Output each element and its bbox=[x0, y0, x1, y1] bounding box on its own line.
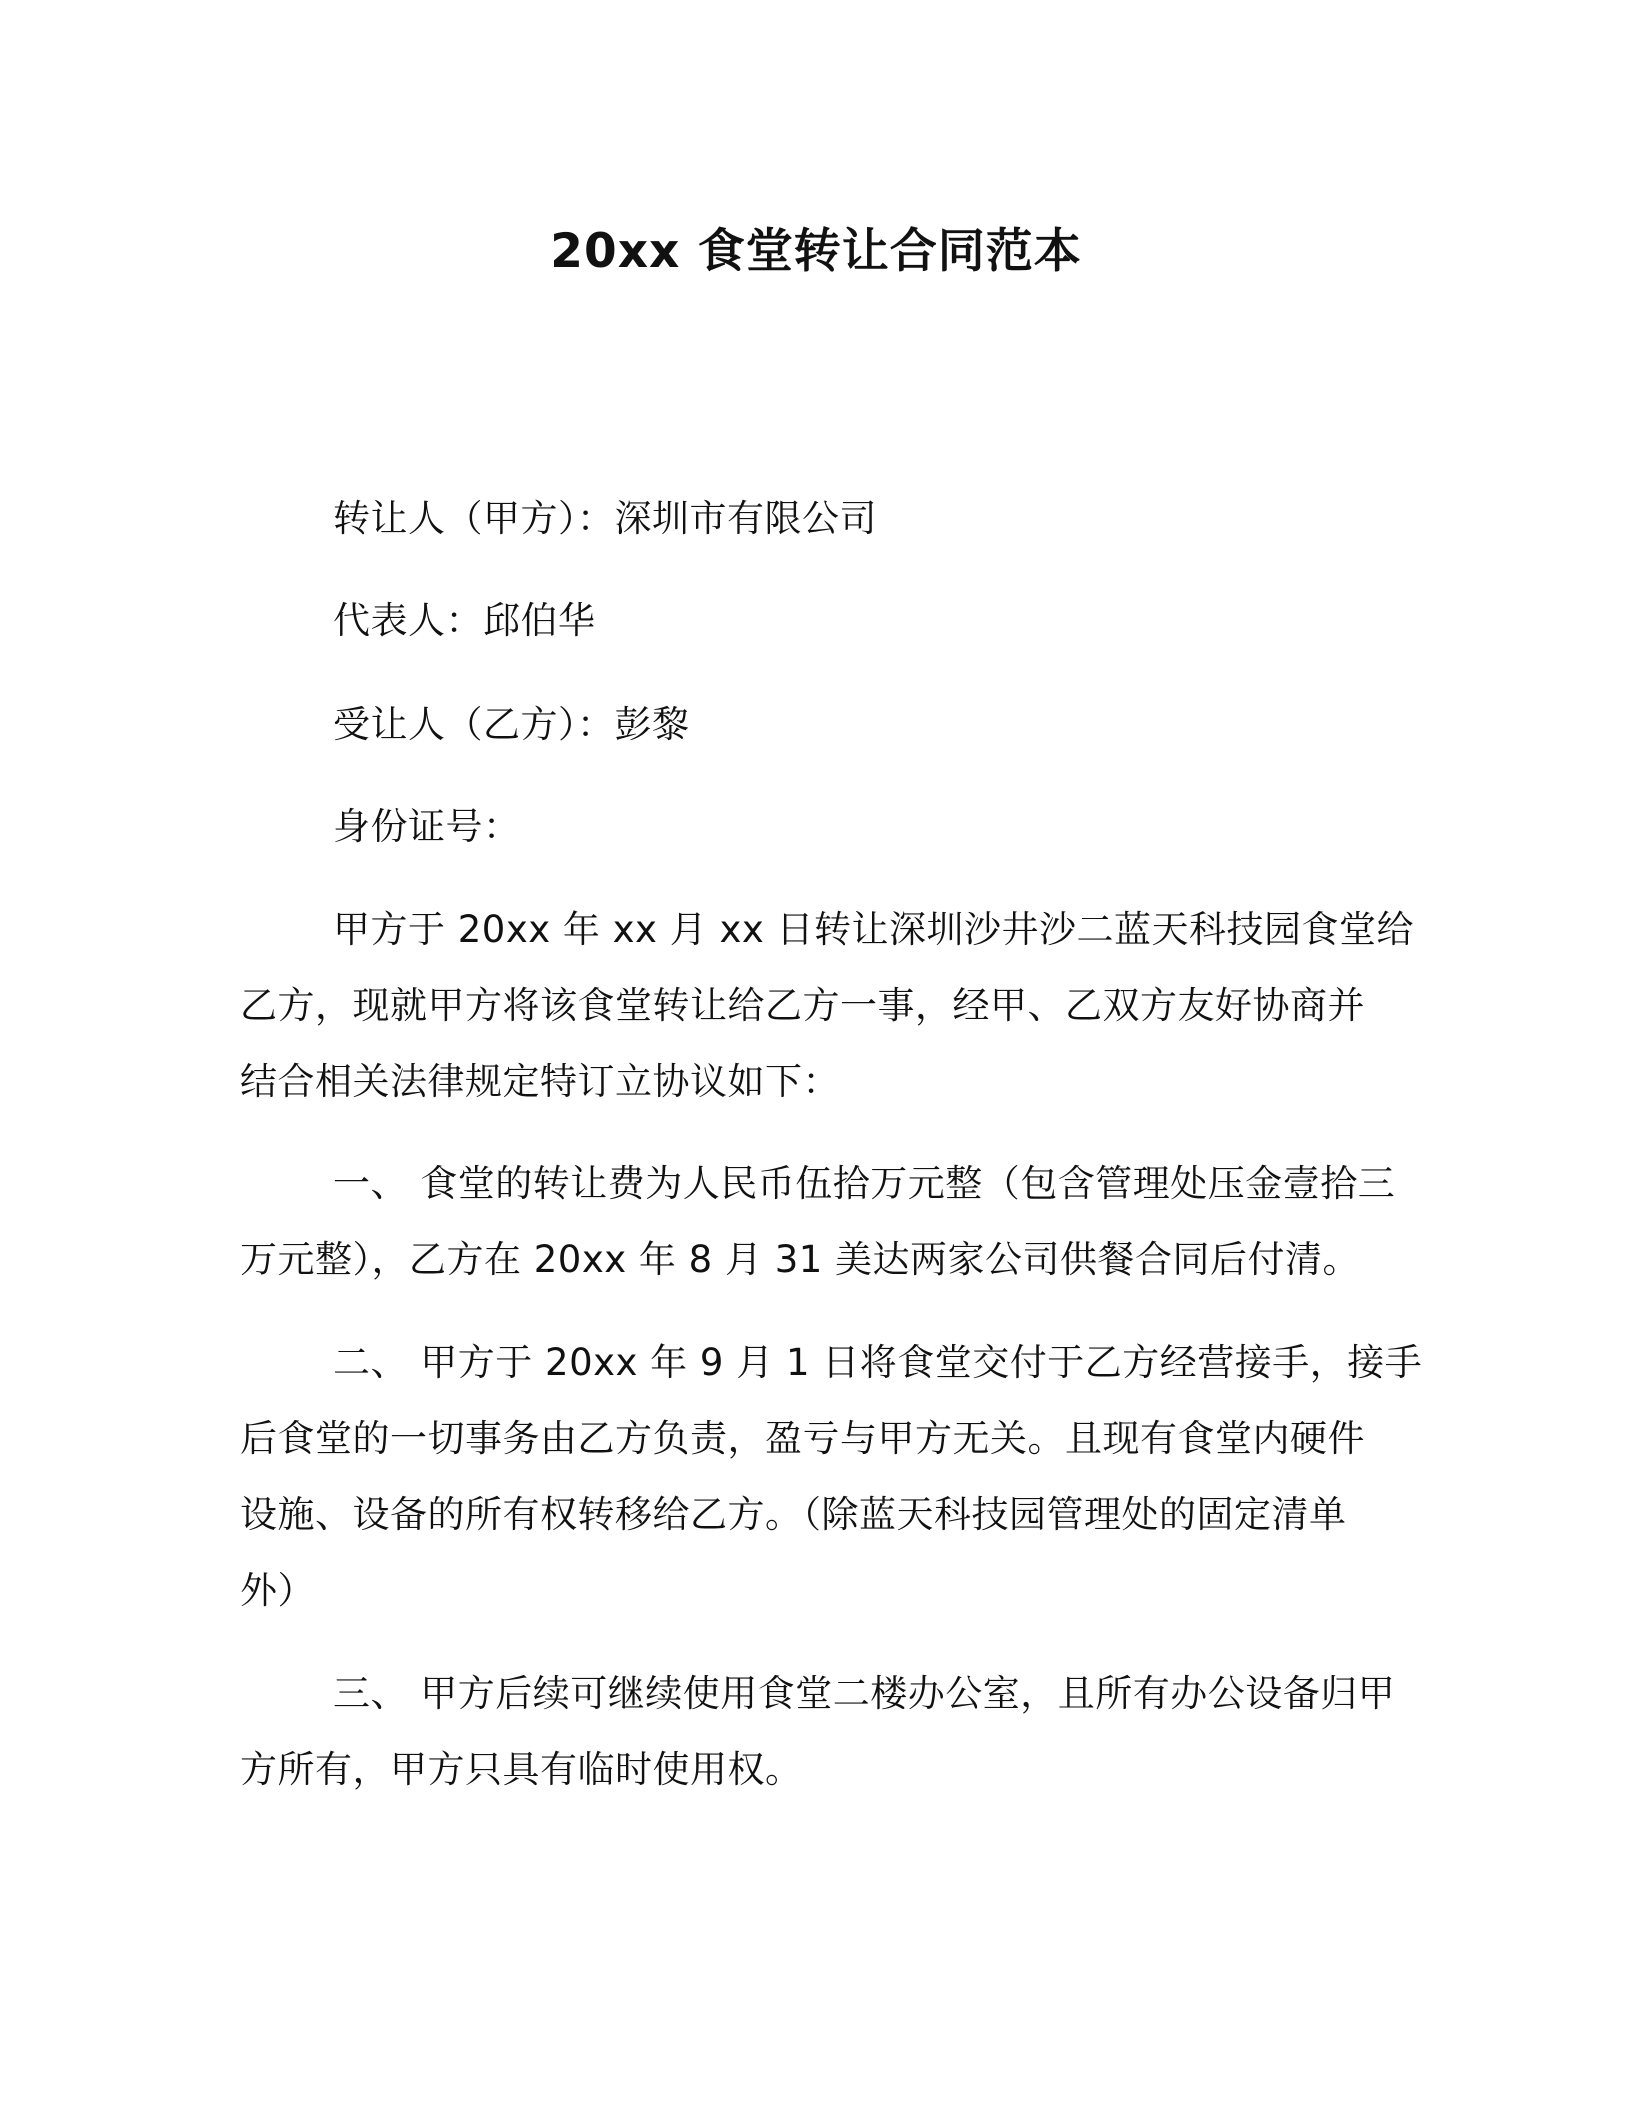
clause-1-line-2: 万元整），乙方在 20xx 年 8 月 31 美达两家公司供餐合同后付清。 bbox=[240, 1238, 1361, 1281]
clause-2-line-3: 设施、设备的所有权转移给乙方。（除蓝天科技园管理处的固定清单 bbox=[240, 1493, 1347, 1536]
clause-2-line-1: 二、 甲方于 20xx 年 9 月 1 日将食堂交付于乙方经营接手，接手 bbox=[333, 1341, 1423, 1384]
intro-line-2: 乙方，现就甲方将该食堂转让给乙方一事，经甲、乙双方友好协商并 bbox=[240, 984, 1365, 1027]
clause-3-line-2: 方所有，甲方只具有临时使用权。 bbox=[240, 1748, 803, 1791]
representative-line: 代表人：邱伯华 bbox=[333, 599, 596, 642]
clause-3-line-1: 三、 甲方后续可继续使用食堂二楼办公室，且所有办公设备归甲 bbox=[333, 1672, 1396, 1715]
intro-line-1: 甲方于 20xx 年 xx 月 xx 日转让深圳沙井沙二蓝天科技园食堂给 bbox=[333, 908, 1415, 951]
clause-2-line-2: 后食堂的一切事务由乙方负责，盈亏与甲方无关。且现有食堂内硬件 bbox=[240, 1417, 1365, 1460]
intro-line-3: 结合相关法律规定特订立协议如下： bbox=[240, 1060, 840, 1103]
transferor-line: 转让人（甲方）：深圳市有限公司 bbox=[333, 497, 877, 540]
clause-1-line-1: 一、 食堂的转让费为人民币伍拾万元整（包含管理处压金壹拾三 bbox=[333, 1162, 1396, 1205]
transferee-line: 受让人（乙方）：彭黎 bbox=[333, 703, 690, 746]
clause-2-line-4: 外） bbox=[240, 1569, 315, 1612]
id-number-line: 身份证号： bbox=[333, 805, 521, 848]
document-title: 20xx 食堂转让合同范本 bbox=[550, 224, 1082, 279]
